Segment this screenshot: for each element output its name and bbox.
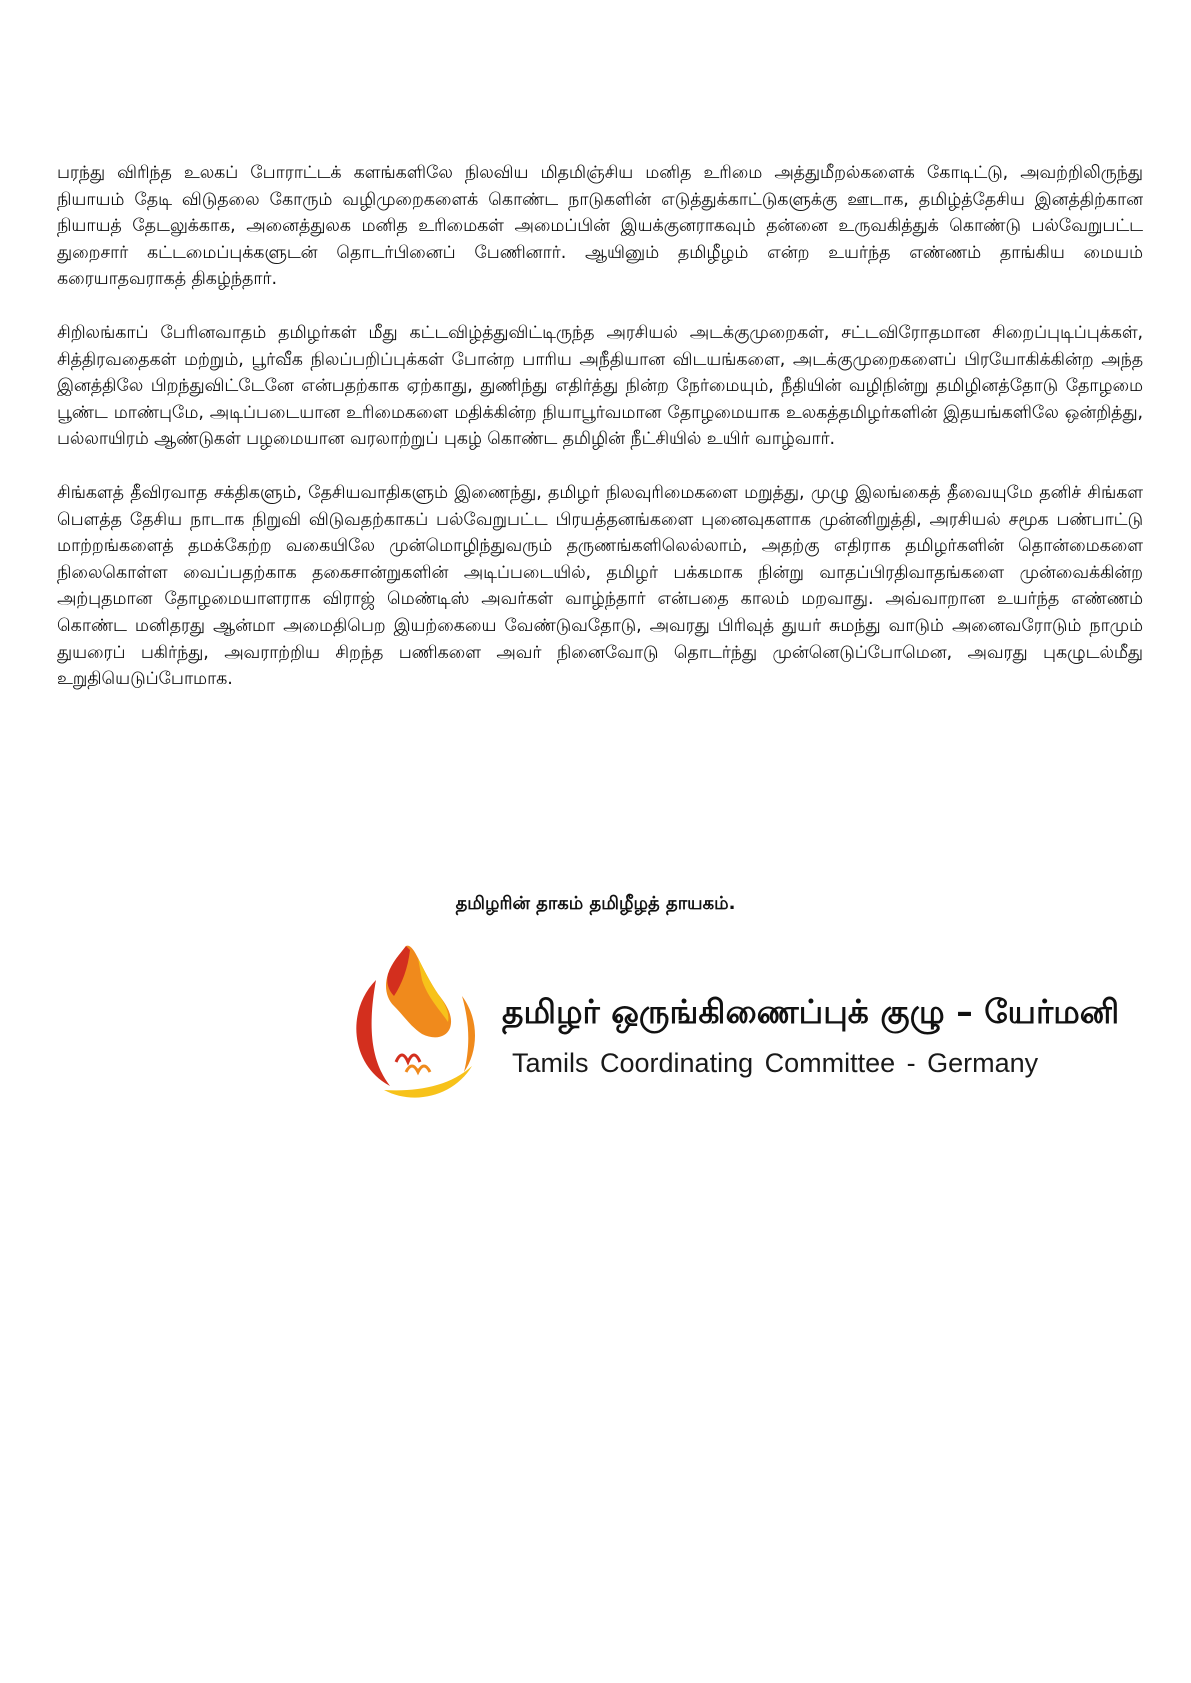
- paragraph-3: சிங்களத் தீவிரவாத சக்திகளும், தேசியவாதிகளும் இணைந்து, தமிழர் நிலவுரிமைகளை மறுத்து, முழு இலங்கைத் தீவையுமே தனிச் சிங்கள பௌத்த தேசிய நாடாக நிறுவி விடுவதற்காகப் பல்வேறுபட்ட பிரயத்தனங்களை புனைவுகளாக முன்னிறுத்தி, அரசியல் சமூக பண்பாட்டு மாற்றங்களைத் தமக்கேற்ற வகையிலே முன்மொழிந்துவரும் தருணங்களிலெல்லாம், அதற்கு எதிராக தமிழர்களின் தொன்மைகளை நிலைகொள்ள வைப்பதற்காக தகைசான்றுகளின் அடிப்படையில், தமிழர் பக்கமாக நின்று வாதப்பிரதிவாதங்களை முன்வைக்கின்ற அற்புதமான தோழமையாளராக விராஜ் மெண்டிஸ் அவர்கள் வாழ்ந்தார் என்பதை காலம் மறவாது. அவ்வாறான உயர்ந்த எண்ணம் கொண்ட மனிதரது ஆன்மா அமைதிபெற இயற்கையை வேண்டுவதோடு, அவரது பிரிவுத் துயர் சுமந்து வாடும் அனைவரோடும் நாமும் துயரைப் பகிர்ந்து, அவராற்றிய சிறந்த பணிகளை அவர் நினைவோடு தொடர்ந்து முன்னெடுப்போமென, அவரது புகழுடல்மீது உறுதியெடுப்போமாக.: [57, 482, 1143, 690]
- paragraph-1: பரந்து விரிந்த உலகப் போராட்டக் களங்களிலே நிலவிய மிதமிஞ்சிய மனித உரிமை அத்துமீறல்களைக் கோடிட்டு, அவற்றிலிருந்து நியாயம் தேடி விடுதலை கோரும் வழிமுறைகளைக் கொண்ட நாடுகளின் எடுத்துக்காட்டுகளுக்கு ஊடாக, தமிழ்த்தேசிய இனத்திற்கான நியாயத் தேடலுக்காக, அனைத்துலக மனித உரிமைகள் அமைப்பின் இயக்குனராகவும் தன்னை உருவகித்துக் கொண்டு பல்வேறுபட்ட துறைசார் கட்டமைப்புக்களுடன் தொடர்பினைப் பேணினார். ஆயினும் தமிழீழம் என்ற உயர்ந்த எண்ணம் தாங்கிய மையம் கரையாதவராகத் திகழ்ந்தார்.: [57, 163, 1143, 290]
- island-map-logo-icon: [344, 940, 484, 1100]
- letter-body: [57, 160, 1143, 720]
- organization-name-tamil: தமிழர் ஒருங்கிணைப்புக் குழு – யேர்மனி: [502, 992, 1120, 1031]
- organization-name-english: Tamils Coordinating Committee - Germany: [512, 1048, 1039, 1078]
- paragraph-2: சிறிலங்காப் பேரினவாதம் தமிழர்கள் மீது கட்டவிழ்த்துவிட்டிருந்த அரசியல் அடக்குமுறைகள், சட்டவிரோதமான சிறைப்புடிப்புக்கள், சித்திரவதைகள் மற்றும், பூர்வீக நிலப்பறிப்புக்கள் போன்ற பாரிய அநீதியான விடயங்களை, அடக்குமுறைகளைப் பிரயோகிக்கின்ற அந்த இனத்திலே பிறந்துவிட்டேனே என்பதற்காக ஏற்காது, துணிந்து எதிர்த்து நின்ற நேர்மையும், நீதியின் வழிநின்று தமிழினத்தோடு தோழமை பூண்ட மாண்புமே, அடிப்படையான உரிமைகளை மதிக்கின்ற நியாபூர்வமான தோழமையாக உலகத்தமிழர்களின் இதயங்களிலே ஒன்றித்து, பல்லாயிரம் ஆண்டுகள் பழமையான வரலாற்றுப் புகழ் கொண்ட தமிழின் நீட்சியில் உயிர் வாழ்வார்.: [57, 322, 1143, 450]
- slogan: தமிழரின் தாகம் தமிழீழத் தாயகம்.: [455, 893, 736, 914]
- organization-logo-block: [344, 940, 1134, 1100]
